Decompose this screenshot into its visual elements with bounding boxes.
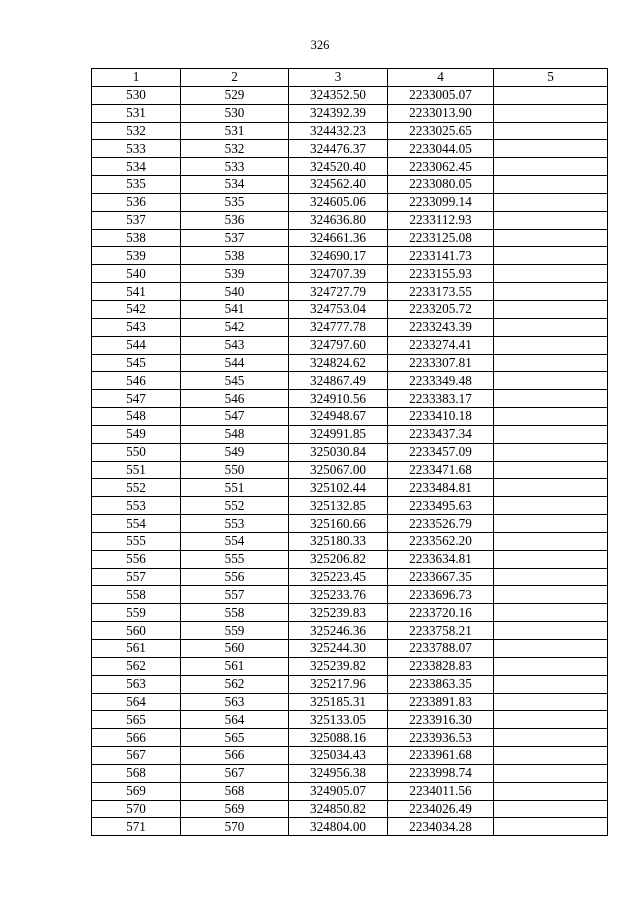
point-number-cell: 565	[92, 711, 181, 729]
point-number-cell: 569	[92, 782, 181, 800]
x-coordinate-cell: 325102.44	[289, 479, 388, 497]
previous-point-cell: 533	[181, 158, 289, 176]
note-cell	[494, 818, 608, 836]
point-number-cell: 539	[92, 247, 181, 265]
y-coordinate-cell: 2233099.14	[388, 193, 494, 211]
note-cell	[494, 354, 608, 372]
previous-point-cell: 537	[181, 229, 289, 247]
previous-point-cell: 549	[181, 443, 289, 461]
y-coordinate-cell: 2233936.53	[388, 729, 494, 747]
note-cell	[494, 568, 608, 586]
previous-point-cell: 550	[181, 461, 289, 479]
note-cell	[494, 372, 608, 390]
table-row	[92, 586, 608, 604]
table-row	[92, 675, 608, 693]
previous-point-cell: 542	[181, 318, 289, 336]
previous-point-cell: 555	[181, 550, 289, 568]
note-cell	[494, 408, 608, 426]
note-cell	[494, 265, 608, 283]
column-header-4: 4	[388, 69, 494, 87]
table-row	[92, 443, 608, 461]
x-coordinate-cell: 324956.38	[289, 764, 388, 782]
table-row	[92, 515, 608, 533]
point-number-cell: 550	[92, 443, 181, 461]
note-cell	[494, 729, 608, 747]
previous-point-cell: 561	[181, 657, 289, 675]
x-coordinate-cell: 325067.00	[289, 461, 388, 479]
previous-point-cell: 557	[181, 586, 289, 604]
previous-point-cell: 534	[181, 176, 289, 194]
point-number-cell: 557	[92, 568, 181, 586]
point-number-cell: 570	[92, 800, 181, 818]
point-number-cell: 551	[92, 461, 181, 479]
table-row	[92, 764, 608, 782]
point-number-cell: 563	[92, 675, 181, 693]
note-cell	[494, 479, 608, 497]
table-row	[92, 193, 608, 211]
previous-point-cell: 554	[181, 532, 289, 550]
previous-point-cell: 543	[181, 336, 289, 354]
point-number-cell: 537	[92, 211, 181, 229]
y-coordinate-cell: 2233112.93	[388, 211, 494, 229]
previous-point-cell: 530	[181, 104, 289, 122]
point-number-cell: 554	[92, 515, 181, 533]
y-coordinate-cell: 2233471.68	[388, 461, 494, 479]
point-number-cell: 540	[92, 265, 181, 283]
note-cell	[494, 657, 608, 675]
point-number-cell: 561	[92, 640, 181, 658]
y-coordinate-cell: 2233141.73	[388, 247, 494, 265]
y-coordinate-cell: 2233274.41	[388, 336, 494, 354]
point-number-cell: 535	[92, 176, 181, 194]
note-cell	[494, 586, 608, 604]
y-coordinate-cell: 2233696.73	[388, 586, 494, 604]
x-coordinate-cell: 324690.17	[289, 247, 388, 265]
table-row	[92, 283, 608, 301]
note-cell	[494, 711, 608, 729]
point-number-cell: 567	[92, 747, 181, 765]
previous-point-cell: 558	[181, 604, 289, 622]
x-coordinate-cell: 325239.83	[289, 604, 388, 622]
point-number-cell: 532	[92, 122, 181, 140]
x-coordinate-cell: 324352.50	[289, 86, 388, 104]
note-cell	[494, 461, 608, 479]
x-coordinate-cell: 325239.82	[289, 657, 388, 675]
previous-point-cell: 552	[181, 497, 289, 515]
table-row	[92, 354, 608, 372]
x-coordinate-cell: 325160.66	[289, 515, 388, 533]
note-cell	[494, 229, 608, 247]
previous-point-cell: 564	[181, 711, 289, 729]
y-coordinate-cell: 2234026.49	[388, 800, 494, 818]
y-coordinate-cell: 2233562.20	[388, 532, 494, 550]
previous-point-cell: 536	[181, 211, 289, 229]
y-coordinate-cell: 2233349.48	[388, 372, 494, 390]
table-row	[92, 318, 608, 336]
x-coordinate-cell: 324824.62	[289, 354, 388, 372]
table-row	[92, 568, 608, 586]
previous-point-cell: 566	[181, 747, 289, 765]
y-coordinate-cell: 2233891.83	[388, 693, 494, 711]
table-row	[92, 640, 608, 658]
point-number-cell: 546	[92, 372, 181, 390]
y-coordinate-cell: 2233155.93	[388, 265, 494, 283]
previous-point-cell: 531	[181, 122, 289, 140]
x-coordinate-cell: 324797.60	[289, 336, 388, 354]
previous-point-cell: 553	[181, 515, 289, 533]
note-cell	[494, 318, 608, 336]
note-cell	[494, 622, 608, 640]
table-row	[92, 622, 608, 640]
previous-point-cell: 535	[181, 193, 289, 211]
x-coordinate-cell: 324392.39	[289, 104, 388, 122]
note-cell	[494, 443, 608, 461]
x-coordinate-cell: 324991.85	[289, 425, 388, 443]
point-number-cell: 558	[92, 586, 181, 604]
y-coordinate-cell: 2233044.05	[388, 140, 494, 158]
x-coordinate-cell: 324948.67	[289, 408, 388, 426]
x-coordinate-cell: 324432.23	[289, 122, 388, 140]
table-row	[92, 425, 608, 443]
x-coordinate-cell: 324727.79	[289, 283, 388, 301]
y-coordinate-cell: 2234034.28	[388, 818, 494, 836]
x-coordinate-cell: 324910.56	[289, 390, 388, 408]
point-number-cell: 538	[92, 229, 181, 247]
x-coordinate-cell: 324707.39	[289, 265, 388, 283]
x-coordinate-cell: 325088.16	[289, 729, 388, 747]
point-number-cell: 531	[92, 104, 181, 122]
x-coordinate-cell: 325223.45	[289, 568, 388, 586]
page-number: 326	[310, 38, 330, 52]
note-cell	[494, 211, 608, 229]
point-number-cell: 544	[92, 336, 181, 354]
y-coordinate-cell: 2233243.39	[388, 318, 494, 336]
x-coordinate-cell: 324636.80	[289, 211, 388, 229]
point-number-cell: 571	[92, 818, 181, 836]
column-header-1: 1	[92, 69, 181, 87]
table-row	[92, 461, 608, 479]
previous-point-cell: 545	[181, 372, 289, 390]
previous-point-cell: 551	[181, 479, 289, 497]
x-coordinate-cell: 325206.82	[289, 550, 388, 568]
table-row	[92, 176, 608, 194]
y-coordinate-cell: 2233484.81	[388, 479, 494, 497]
note-cell	[494, 176, 608, 194]
point-number-cell: 534	[92, 158, 181, 176]
previous-point-cell: 567	[181, 764, 289, 782]
y-coordinate-cell: 2233307.81	[388, 354, 494, 372]
point-number-cell: 552	[92, 479, 181, 497]
previous-point-cell: 547	[181, 408, 289, 426]
y-coordinate-cell: 2233025.65	[388, 122, 494, 140]
point-number-cell: 556	[92, 550, 181, 568]
table-row	[92, 104, 608, 122]
point-number-cell: 548	[92, 408, 181, 426]
previous-point-cell: 544	[181, 354, 289, 372]
point-number-cell: 559	[92, 604, 181, 622]
note-cell	[494, 604, 608, 622]
y-coordinate-cell: 2233080.05	[388, 176, 494, 194]
table-row	[92, 265, 608, 283]
y-coordinate-cell: 2233173.55	[388, 283, 494, 301]
table-row	[92, 247, 608, 265]
table-row	[92, 372, 608, 390]
y-coordinate-cell: 2233788.07	[388, 640, 494, 658]
point-number-cell: 530	[92, 86, 181, 104]
y-coordinate-cell: 2233863.35	[388, 675, 494, 693]
column-header-2: 2	[181, 69, 289, 87]
note-cell	[494, 158, 608, 176]
x-coordinate-cell: 324905.07	[289, 782, 388, 800]
note-cell	[494, 675, 608, 693]
note-cell	[494, 497, 608, 515]
y-coordinate-cell: 2233457.09	[388, 443, 494, 461]
previous-point-cell: 563	[181, 693, 289, 711]
point-number-cell: 549	[92, 425, 181, 443]
x-coordinate-cell: 325132.85	[289, 497, 388, 515]
x-coordinate-cell: 325244.30	[289, 640, 388, 658]
x-coordinate-cell: 324867.49	[289, 372, 388, 390]
previous-point-cell: 540	[181, 283, 289, 301]
previous-point-cell: 562	[181, 675, 289, 693]
note-cell	[494, 640, 608, 658]
note-cell	[494, 764, 608, 782]
point-number-cell: 536	[92, 193, 181, 211]
note-cell	[494, 515, 608, 533]
table-row	[92, 158, 608, 176]
table-row	[92, 818, 608, 836]
previous-point-cell: 529	[181, 86, 289, 104]
table-row	[92, 782, 608, 800]
table-row	[92, 747, 608, 765]
previous-point-cell: 532	[181, 140, 289, 158]
x-coordinate-cell: 324661.36	[289, 229, 388, 247]
note-cell	[494, 782, 608, 800]
y-coordinate-cell: 2233720.16	[388, 604, 494, 622]
table-row	[92, 300, 608, 318]
previous-point-cell: 556	[181, 568, 289, 586]
table-row	[92, 336, 608, 354]
note-cell	[494, 800, 608, 818]
note-cell	[494, 550, 608, 568]
previous-point-cell: 565	[181, 729, 289, 747]
point-number-cell: 543	[92, 318, 181, 336]
y-coordinate-cell: 2233062.45	[388, 158, 494, 176]
y-coordinate-cell: 2233758.21	[388, 622, 494, 640]
table-row	[92, 729, 608, 747]
point-number-cell: 541	[92, 283, 181, 301]
x-coordinate-cell: 324605.06	[289, 193, 388, 211]
table-row	[92, 497, 608, 515]
note-cell	[494, 193, 608, 211]
previous-point-cell: 560	[181, 640, 289, 658]
y-coordinate-cell: 2233205.72	[388, 300, 494, 318]
table-body	[92, 86, 608, 835]
x-coordinate-cell: 325217.96	[289, 675, 388, 693]
table-row	[92, 479, 608, 497]
note-cell	[494, 122, 608, 140]
table-row	[92, 657, 608, 675]
table-row	[92, 604, 608, 622]
table-row	[92, 390, 608, 408]
point-number-cell: 545	[92, 354, 181, 372]
note-cell	[494, 283, 608, 301]
note-cell	[494, 247, 608, 265]
x-coordinate-cell: 324476.37	[289, 140, 388, 158]
table-header-row	[92, 69, 608, 87]
point-number-cell: 542	[92, 300, 181, 318]
y-coordinate-cell: 2233125.08	[388, 229, 494, 247]
x-coordinate-cell: 324804.00	[289, 818, 388, 836]
point-number-cell: 566	[92, 729, 181, 747]
y-coordinate-cell: 2233383.17	[388, 390, 494, 408]
table-row	[92, 229, 608, 247]
note-cell	[494, 390, 608, 408]
previous-point-cell: 538	[181, 247, 289, 265]
table-row	[92, 122, 608, 140]
x-coordinate-cell: 325180.33	[289, 532, 388, 550]
y-coordinate-cell: 2233410.18	[388, 408, 494, 426]
y-coordinate-cell: 2233634.81	[388, 550, 494, 568]
note-cell	[494, 425, 608, 443]
table-row	[92, 86, 608, 104]
previous-point-cell: 541	[181, 300, 289, 318]
previous-point-cell: 546	[181, 390, 289, 408]
point-number-cell: 533	[92, 140, 181, 158]
point-number-cell: 562	[92, 657, 181, 675]
point-number-cell: 568	[92, 764, 181, 782]
table-row	[92, 550, 608, 568]
point-number-cell: 547	[92, 390, 181, 408]
x-coordinate-cell: 325246.36	[289, 622, 388, 640]
previous-point-cell: 548	[181, 425, 289, 443]
x-coordinate-cell: 325030.84	[289, 443, 388, 461]
column-header-3: 3	[289, 69, 388, 87]
previous-point-cell: 559	[181, 622, 289, 640]
table-row	[92, 140, 608, 158]
y-coordinate-cell: 2233437.34	[388, 425, 494, 443]
y-coordinate-cell: 2233667.35	[388, 568, 494, 586]
y-coordinate-cell: 2233916.30	[388, 711, 494, 729]
table-row	[92, 711, 608, 729]
note-cell	[494, 300, 608, 318]
x-coordinate-cell: 324753.04	[289, 300, 388, 318]
x-coordinate-cell: 324850.82	[289, 800, 388, 818]
x-coordinate-cell: 324520.40	[289, 158, 388, 176]
point-number-cell: 560	[92, 622, 181, 640]
y-coordinate-cell: 2234011.56	[388, 782, 494, 800]
y-coordinate-cell: 2233005.07	[388, 86, 494, 104]
x-coordinate-cell: 325185.31	[289, 693, 388, 711]
note-cell	[494, 532, 608, 550]
x-coordinate-cell: 325233.76	[289, 586, 388, 604]
note-cell	[494, 104, 608, 122]
column-header-5: 5	[494, 69, 608, 87]
previous-point-cell: 568	[181, 782, 289, 800]
x-coordinate-cell: 324562.40	[289, 176, 388, 194]
note-cell	[494, 140, 608, 158]
note-cell	[494, 86, 608, 104]
previous-point-cell: 570	[181, 818, 289, 836]
table-row	[92, 800, 608, 818]
x-coordinate-cell: 325133.05	[289, 711, 388, 729]
table-row	[92, 532, 608, 550]
note-cell	[494, 693, 608, 711]
y-coordinate-cell: 2233495.63	[388, 497, 494, 515]
y-coordinate-cell: 2233828.83	[388, 657, 494, 675]
note-cell	[494, 336, 608, 354]
x-coordinate-cell: 324777.78	[289, 318, 388, 336]
point-number-cell: 553	[92, 497, 181, 515]
table-row	[92, 408, 608, 426]
y-coordinate-cell: 2233013.90	[388, 104, 494, 122]
coordinates-table	[91, 68, 608, 836]
y-coordinate-cell: 2233998.74	[388, 764, 494, 782]
point-number-cell: 555	[92, 532, 181, 550]
previous-point-cell: 539	[181, 265, 289, 283]
y-coordinate-cell: 2233526.79	[388, 515, 494, 533]
previous-point-cell: 569	[181, 800, 289, 818]
note-cell	[494, 747, 608, 765]
y-coordinate-cell: 2233961.68	[388, 747, 494, 765]
table-row	[92, 211, 608, 229]
point-number-cell: 564	[92, 693, 181, 711]
x-coordinate-cell: 325034.43	[289, 747, 388, 765]
table-row	[92, 693, 608, 711]
